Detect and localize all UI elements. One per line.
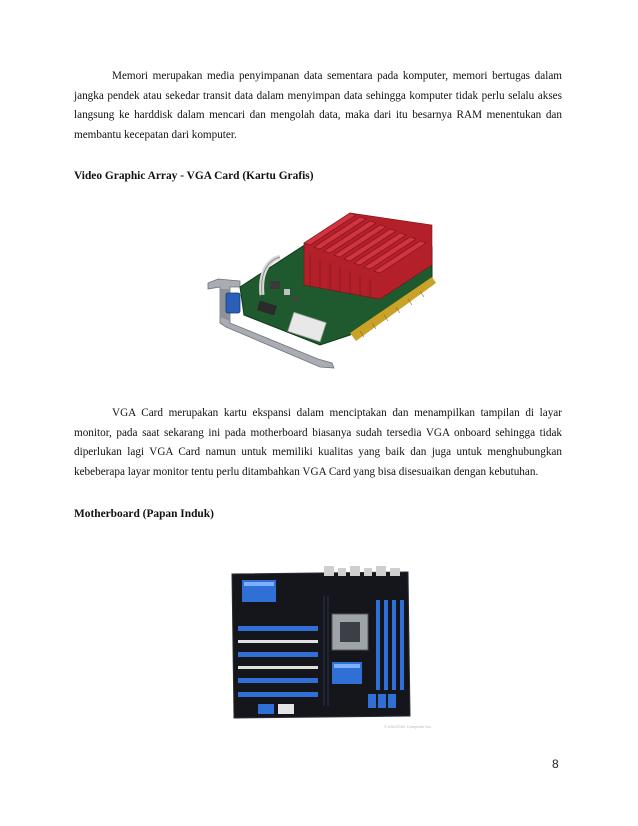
page-number: 8: [552, 757, 559, 771]
motherboard-icon: [228, 566, 450, 734]
heading-motherboard: Motherboard (Papan Induk): [74, 508, 214, 520]
image-watermark: © ASUSTeK Computer Inc.: [384, 724, 432, 729]
heading-vga-card: Video Graphic Array - VGA Card (Kartu Grafis): [74, 170, 314, 182]
motherboard-image: [228, 566, 450, 734]
vga-card-image: [200, 195, 440, 370]
paragraph-ram: Memori merupakan media penyimpanan data sementara pada komputer, memori bertugas dalam jangka pendek atau sekedar transit data dalam menyimpan data sehingga komputer tidak perlu selalu akses langsung ke harddisk dalam mencari dan mengolah data, maka dari itu besarnya RAM menentukan dan membantu kecepatan dari komputer.: [74, 70, 562, 141]
graphics-card-icon: [200, 195, 440, 370]
paragraph-vga: VGA Card merupakan kartu ekspansi dalam menciptakan dan menampilkan tampilan di layar monitor, pada saat sekarang ini pada motherboard biasanya sudah tersedia VGA onboard sehingga tidak diperlukan lagi VGA Card namun untuk memiliki kualitas yang baik dan juga untuk menghubungkan kebeberapa layar monitor tentu perlu ditambahkan VGA Card yang bisa disesuaikan dengan kebutuhan.: [74, 407, 562, 478]
